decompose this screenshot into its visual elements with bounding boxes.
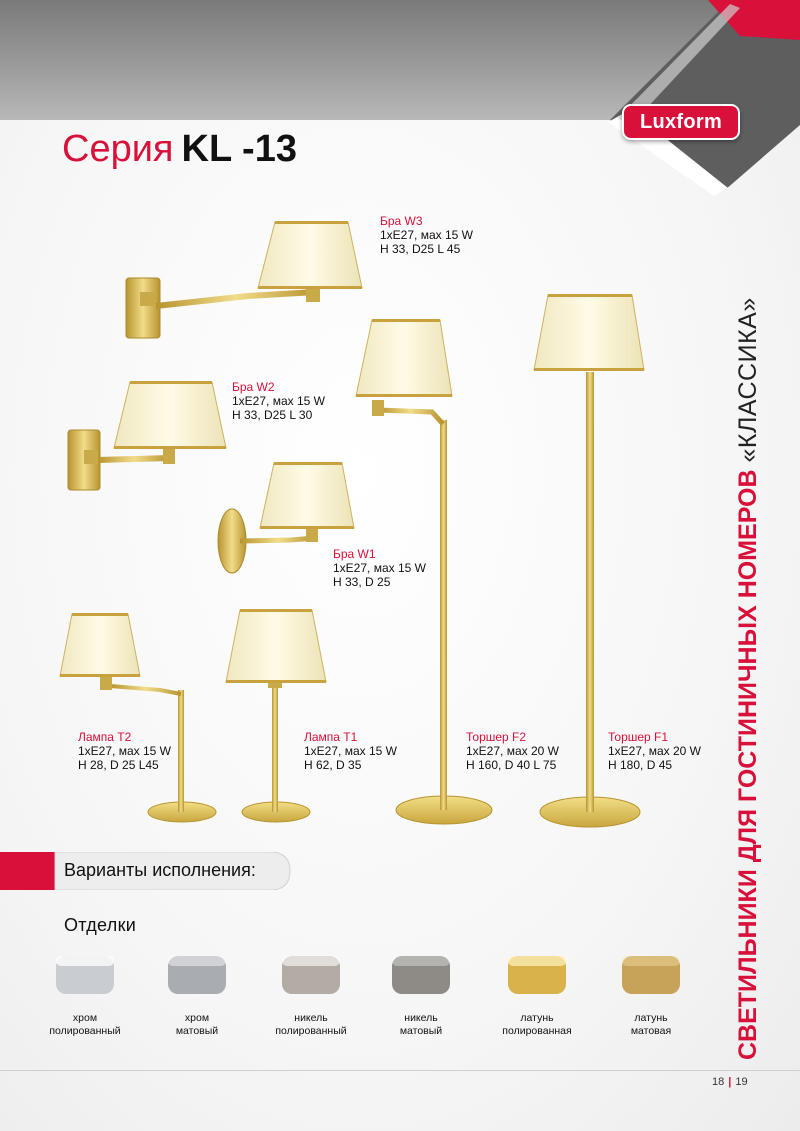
series-title: Серия KL -13 xyxy=(62,128,297,170)
finish-nickel-polished: никель полированный xyxy=(256,950,366,1038)
finish-swatch xyxy=(164,950,230,996)
product-label-f1: Торшер F1 1xE27, мах 20 W H 180, D 45 xyxy=(608,730,701,772)
finish-swatch xyxy=(52,950,118,996)
page-number-right: 19 xyxy=(735,1076,748,1088)
finish-nickel-matte: никель матовый xyxy=(366,950,476,1038)
vertical-side-title xyxy=(733,297,763,1060)
product-label-w3: Бра W3 1xE27, мах 15 W H 33, D25 L 45 xyxy=(380,214,473,256)
finish-brass-matte: латунь матовая xyxy=(596,950,706,1038)
finish-brass-polished: латунь полированная xyxy=(482,950,592,1038)
lamp-w3-image xyxy=(126,221,362,338)
product-label-t1: Лампа T1 1xE27, мах 15 W H 62, D 35 xyxy=(304,730,397,772)
finishes-heading: Отделки xyxy=(64,915,137,935)
lamp-t1-image xyxy=(226,609,326,822)
brand-logo: Luxform xyxy=(622,104,740,140)
lamp-t2-image xyxy=(60,613,216,822)
product-label-w1: Бра W1 1xE27, мах 15 W H 33, D 25 xyxy=(333,547,426,589)
lamp-w2-image xyxy=(68,381,226,490)
page-numbers xyxy=(712,1076,748,1088)
finish-swatch xyxy=(618,950,684,996)
product-label-f2: Торшер F2 1xE27, мах 20 W H 160, D 40 L 75 xyxy=(466,730,559,772)
finish-chrome-polished: хром полированный xyxy=(30,950,140,1038)
side-title-main: СВЕТИЛЬНИКИ ДЛЯ ГОСТИНИЧНЫХ НОМЕРОВ xyxy=(734,469,762,1060)
finish-chrome-matte: хром матовый xyxy=(142,950,252,1038)
variants-heading: Варианты исполнения: xyxy=(64,860,256,880)
page-number-left: 18 xyxy=(712,1076,725,1088)
finish-swatch xyxy=(504,950,570,996)
footer-divider xyxy=(0,1070,800,1071)
page-separator: | xyxy=(728,1076,732,1088)
finish-swatch xyxy=(278,950,344,996)
side-title-style: «КЛАССИКА» xyxy=(734,297,762,463)
corner-decoration xyxy=(590,0,800,200)
product-label-w2: Бра W2 1xE27, мах 15 W H 33, D25 L 30 xyxy=(232,380,325,422)
finish-swatch xyxy=(388,950,454,996)
product-label-t2: Лампа T2 1xE27, мах 15 W H 28, D 25 L45 xyxy=(78,730,171,772)
